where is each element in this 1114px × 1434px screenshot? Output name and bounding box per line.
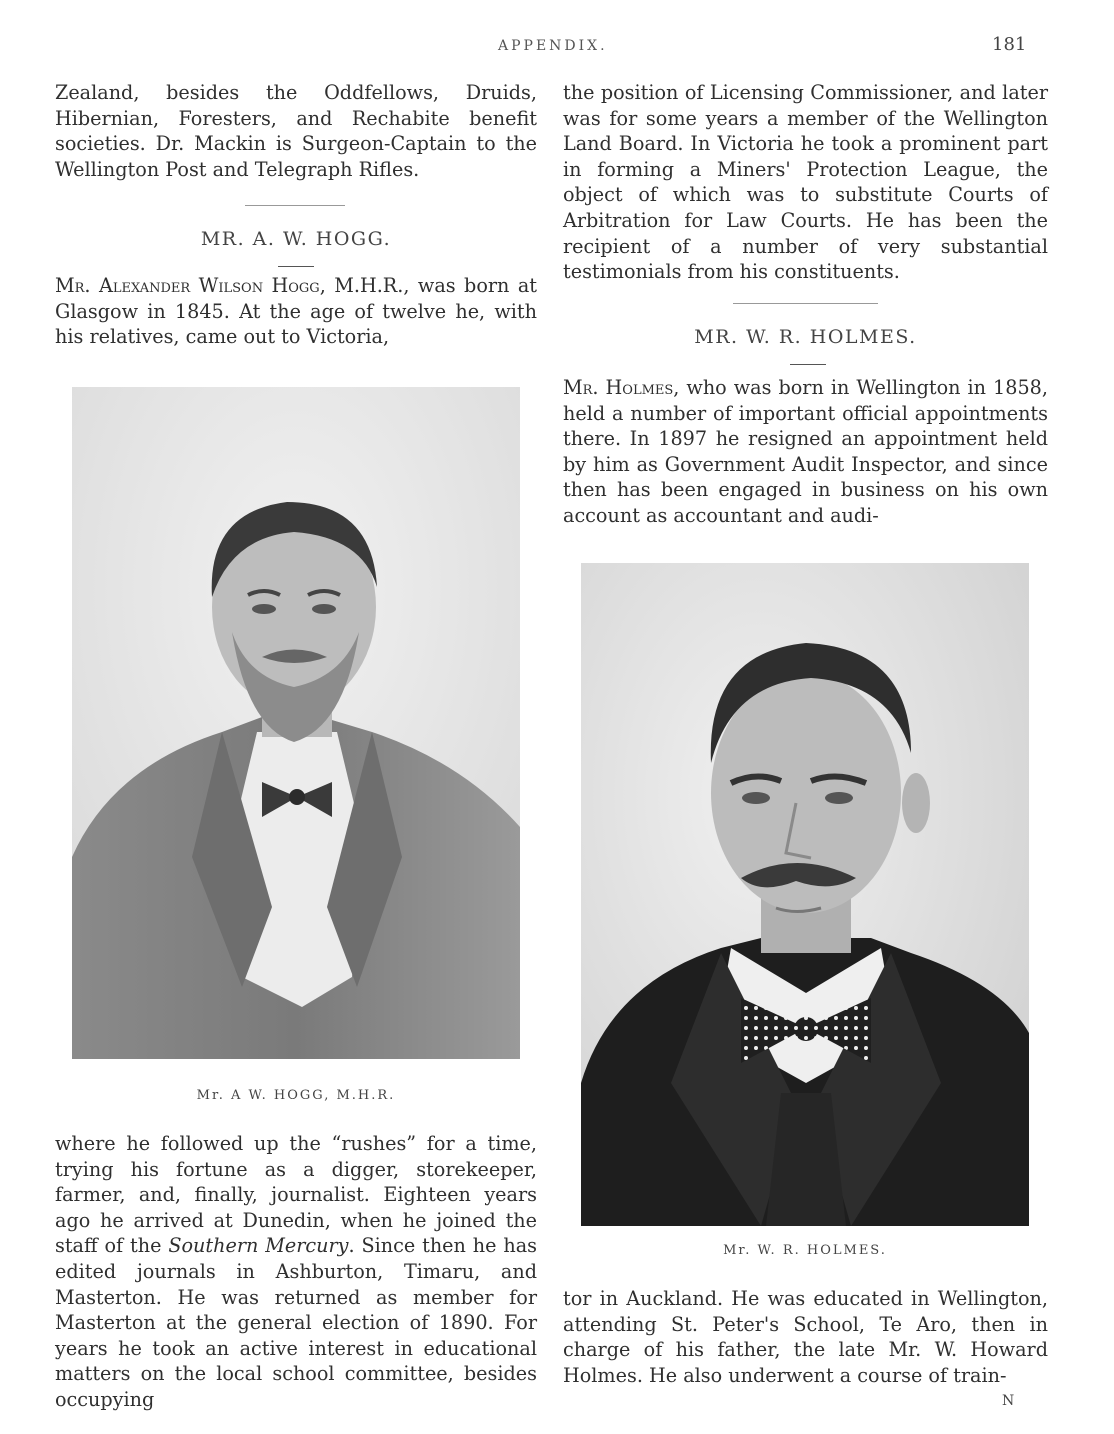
- holmes-bio-intro: [563, 375, 1048, 529]
- portrait-hogg-image: [72, 387, 520, 1059]
- caption-hogg: Mr. A W. HOGG, M.H.R.: [196, 1088, 396, 1103]
- section-divider: [245, 205, 345, 206]
- section-heading-hogg: MR. A. W. HOGG.: [200, 228, 392, 250]
- running-title: APPENDIX.: [498, 38, 608, 54]
- hogg-bio-intro: [55, 273, 537, 350]
- hogg-bio-name: Mr. Alexander Wilson Hogg: [55, 274, 320, 297]
- holmes-bio-name: Mr. Holmes: [563, 376, 674, 399]
- portrait-hogg: [72, 387, 520, 1059]
- section-heading-holmes: MR. W. R. HOLMES.: [694, 326, 917, 348]
- caption-holmes: Mr. W. R. HOLMES.: [723, 1243, 887, 1258]
- portrait-holmes-image: [581, 563, 1029, 1226]
- hogg-bio-continued: [55, 1131, 537, 1413]
- signature-mark: N: [1002, 1393, 1015, 1409]
- portrait-holmes: [581, 563, 1029, 1226]
- hogg-continued-b: . Since then he has edited journals in Ashburton, Timaru, and Masterton. He was returned as member for Masterton at the general election of 1890. For years he took an active interest in educational matters on the local school committee, besides occupying: [55, 1234, 537, 1411]
- section-divider-right: [733, 303, 878, 304]
- left-intro-paragraph: [55, 80, 537, 182]
- heading-underline-right: [790, 364, 826, 365]
- right-continued-paragraph: [563, 80, 1048, 285]
- right-continued-text: the position of Licensing Commissioner, and later was for some years a member of the Wellington Land Board. In Victoria he took a prominent part in forming a Miners' Protection League, the object of which was to substitute Courts of Arbitration for Law Courts. He has been the recipient of a number of very substantial testimonials from his constituents.: [563, 81, 1048, 284]
- page-number: 181: [992, 34, 1027, 55]
- holmes-bio-continued: [563, 1286, 1048, 1388]
- newspaper-name: Southern Mercury: [168, 1234, 349, 1258]
- hogg-continued-a: where he followed up the “rushes” for a time, trying his fortune as a digger, storekeeper, farmer, and, finally, journalist. Eighteen years ago he arrived at Dunedin, when he joined the staff of the: [55, 1132, 537, 1258]
- heading-underline: [278, 266, 314, 267]
- holmes-bio-start: , who was born in Wellington in 1858, held a number of important official appointments there. In 1897 he resigned an appointment held by him as Government Audit Inspector, and since then has been engaged in business on his own account as accountant and audi-: [563, 376, 1048, 527]
- hogg-bio-start: , M.H.R., was born at Glasgow in 1845. At the age of twelve he, with his relatives, came out to Victoria,: [55, 274, 537, 349]
- holmes-bio-end: tor in Auckland. He was educated in Wellington, attending St. Peter's School, Te Aro, then in charge of his father, the late Mr. W. Howard Holmes. He also underwent a course of train-: [563, 1287, 1048, 1387]
- left-intro-text: Zealand, besides the Oddfellows, Druids, Hibernian, Foresters, and Rechabite benefit societies. Dr. Mackin is Surgeon-Captain to the Wellington Post and Telegraph Rifles.: [55, 81, 537, 181]
